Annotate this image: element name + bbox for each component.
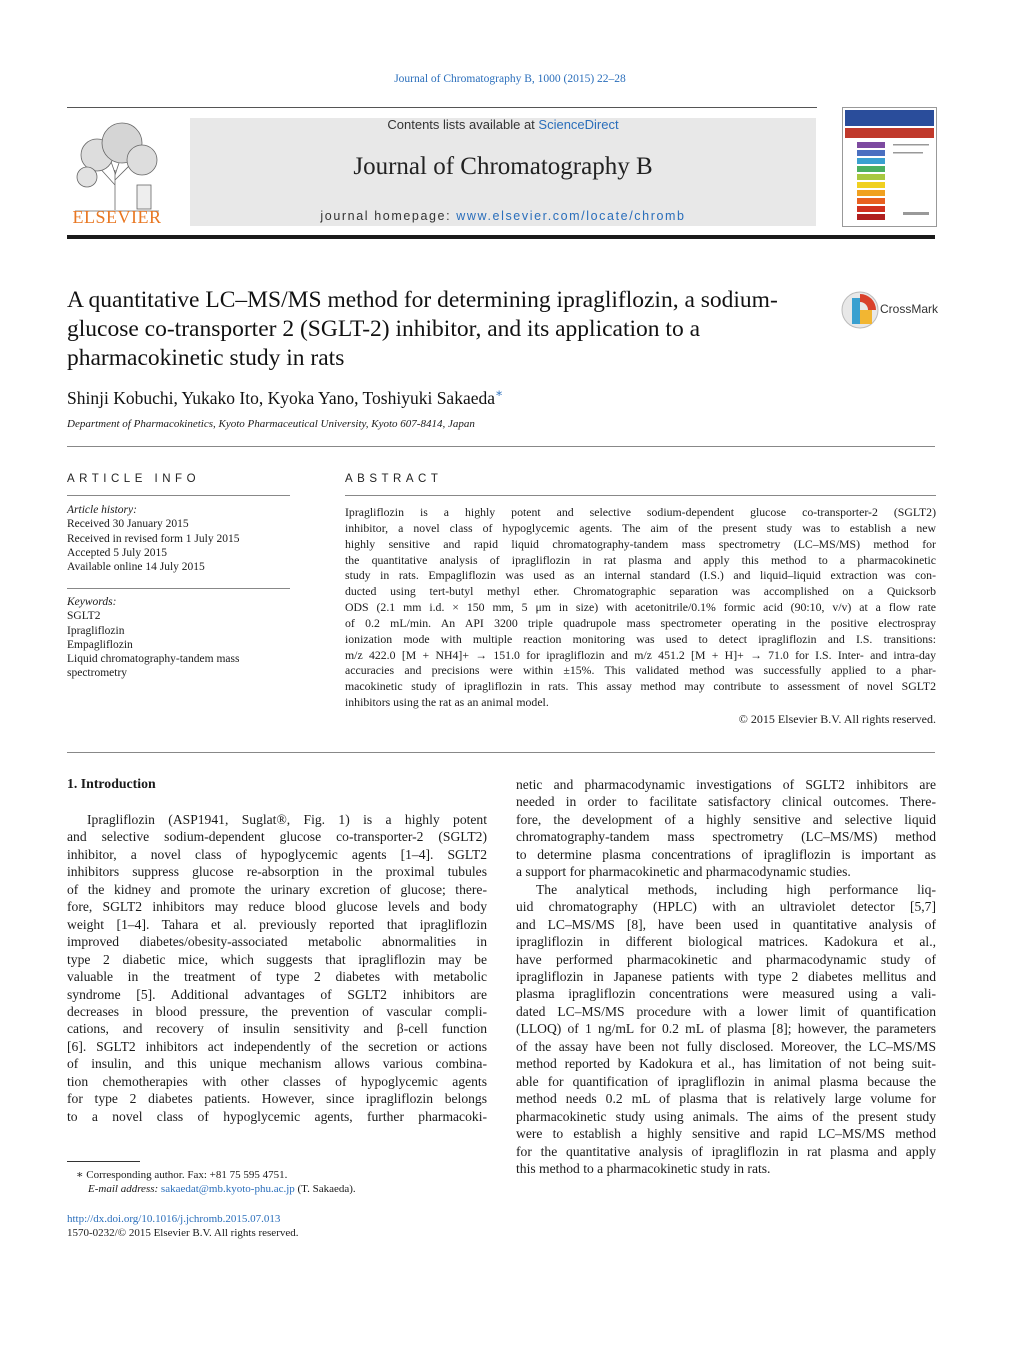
affiliation-rule: [67, 446, 935, 447]
text-line: Ipragliflozin (ASP1941, Suglat®, Fig. 1) is a highly potent: [87, 812, 487, 827]
corresponding-author-mark[interactable]: ∗: [495, 386, 504, 400]
text-line: to determine plasma concentrations of ipragliflozin is important as: [516, 846, 936, 862]
keyword-item: spectrometry: [67, 667, 128, 680]
text-line: decreases in blood pressure, the prevention of vascular compli-: [67, 1003, 487, 1019]
doi-link[interactable]: http://dx.doi.org/10.1016/j.jchromb.2015.07.013: [67, 1213, 281, 1225]
text-line: Ipragliflozin is a highly potent and selective sodium-dependent glucose co-transporter-2 (SGLT2): [345, 505, 936, 519]
text-line: of insulin, and this unique mechanism allows various combina-: [67, 1056, 487, 1072]
text-line: inhibitor, a novel class of hypoglycemic agents. The aim of the present study was to establish a new: [345, 520, 936, 535]
email-suffix: (T. Sakaeda).: [294, 1183, 356, 1195]
text-line: macokinetic study of ipragliflozin in rats. This assay method may contribute to assessment of novel SGLT2: [345, 679, 936, 694]
text-line: The analytical methods, including high performance liq-: [536, 881, 936, 897]
text-line: valuable in the treatment of type 2 diabetes with metabolic: [67, 969, 487, 985]
text-line: inhibitors suppress glucose re-absorption in the proximal tubules: [67, 864, 487, 880]
footnote-rule: [67, 1161, 140, 1162]
history-accepted: Accepted 5 July 2015: [67, 546, 167, 559]
cover-image: [843, 108, 936, 226]
text-line: for the quantitative analysis of ipragliflozin in rat plasma and apply: [516, 1143, 936, 1159]
text-line: m/z 422.0 [M + NH4]+ → 151.0 for ipragliflozin and m/z 451.2 [M + H]+ → 71.0 for I.S. Inter- and intra-day: [345, 647, 936, 662]
text-line: weight [1–4]. Tahara et al. previously reported that ipragliflozin: [67, 916, 487, 932]
author-affiliation: Department of Pharmacokinetics, Kyoto Pharmaceutical University, Kyoto 607-8414, Japan: [67, 418, 475, 430]
author-list: [67, 386, 503, 409]
keyword-item: Liquid chromatography-tandem mass: [67, 653, 240, 666]
text-line: were to establish a highly sensitive and rapid LC–MS/MS method: [516, 1126, 936, 1142]
text-line: of the kidney and promote the urinary excretion of glucose; there-: [67, 881, 487, 897]
text-line: plasma ipragliflozin concentrations were measured using a vali-: [516, 986, 936, 1002]
text-line: inhibitors using the rat as an animal model.: [345, 695, 549, 710]
keywords-label: Keywords:: [67, 596, 117, 608]
text-line: study in rats. Empagliflozin was used as an internal standard (I.S.) and liquid–liquid extraction was con-: [345, 568, 936, 583]
text-line: for type 2 diabetes patients. However, since ipragliflozin belongs: [67, 1091, 487, 1107]
keyword-item: Empagliflozin: [67, 638, 133, 651]
text-line: pharmacokinetic study using animals. The aims of the present study: [516, 1108, 936, 1124]
keyword-item: SGLT2: [67, 610, 101, 623]
text-line: netic and pharmacodynamic investigations of SGLT2 inhibitors are: [516, 777, 936, 792]
contents-label: Contents lists available at: [387, 117, 539, 132]
sciencedirect-link[interactable]: ScienceDirect: [538, 117, 619, 132]
text-line: dated LC–MS/MS procedure with a lower limit of quantification: [516, 1003, 936, 1019]
keyword-item: Ipragliflozin: [67, 624, 125, 637]
section-heading-introduction: 1. Introduction: [67, 776, 156, 791]
text-line: uid chromatography (HPLC) with an ultraviolet detector [5,7]: [516, 899, 936, 915]
text-line: method needs 0.2 mL of plasma that is relatively large volume for: [516, 1091, 936, 1107]
homepage-label: journal homepage:: [320, 209, 457, 223]
footnote-block: [76, 1168, 496, 1196]
crossmark-badge[interactable]: [840, 290, 940, 330]
contents-line: [190, 117, 816, 132]
text-line: method reported by Kadokura et al., has limitation of not being suit-: [516, 1056, 936, 1072]
text-line: ipragliflozin in Japanese patients with type 2 diabetes mellitus and: [516, 968, 936, 984]
text-line: fore, the development of a highly sensitive and selective liquid: [516, 811, 936, 827]
keywords-rule: [67, 588, 290, 589]
text-line: ODS (2.1 mm i.d. × 150 mm, 5 μm in size) with acetonitrile/0.1% formic acid (90:10, v/v) at a flow rate: [345, 600, 936, 615]
text-line: syndrome [5]. Additional advantages of SGLT2 inhibitors are: [67, 986, 487, 1002]
history-online: Available online 14 July 2015: [67, 561, 205, 574]
text-line: inhibitor, a novel class of hypoglycemic agents [1–4]. SGLT2: [67, 846, 487, 862]
corresponding-author-note: ∗ Corresponding author. Fax: +81 75 595 4751.: [76, 1169, 288, 1181]
doi-block: [67, 1212, 487, 1240]
journal-homepage: [190, 209, 816, 223]
text-line: ionization mode with multiple reaction monitoring was used to detect ipragliflozin and I.S. transitions:: [345, 631, 936, 646]
intro-left-column: [67, 811, 487, 1125]
abstract-rule: [345, 495, 936, 496]
text-line: fore, SGLT2 inhibitors may reduce blood glucose levels and body: [67, 899, 487, 915]
crossmark-icon: [840, 290, 880, 330]
abstract-copyright: © 2015 Elsevier B.V. All rights reserved.: [738, 712, 936, 726]
abstract-body: [345, 505, 936, 711]
article-info-rule: [67, 495, 290, 496]
elsevier-logo[interactable]: [67, 115, 167, 227]
masthead-bottom-rule: [67, 235, 935, 239]
homepage-link[interactable]: www.elsevier.com/locate/chromb: [456, 209, 686, 223]
text-line: cations, and recovery of insulin sensitivity and β-cell function: [67, 1021, 487, 1037]
history-received: Received 30 January 2015: [67, 518, 189, 531]
history-revised: Received in revised form 1 July 2015: [67, 532, 240, 545]
email-link[interactable]: sakaedat@mb.kyoto-phu.ac.jp: [160, 1183, 295, 1195]
journal-cover-thumbnail[interactable]: [842, 107, 937, 227]
text-line: a support for pharmacokinetic and pharmacodynamic studies.: [516, 864, 851, 880]
header-rule: [67, 107, 817, 108]
text-line: ducted using tert-butyl methyl ether. Chromatographic separation was accomplished on a Quicksorb: [345, 584, 936, 599]
text-line: chromatography-tandem mass spectrometry (LC–MS/MS) method: [516, 829, 936, 845]
text-line: of 0.2 mL/min. An API 3200 triple quadrupole mass spectrometer operating in the positive electrospray: [345, 615, 936, 630]
text-line: tion chemotherapies with other classes of hypoglycemic agents: [67, 1073, 487, 1089]
text-line: the quantitative analysis of ipragliflozin in rat plasma and apply this method to a pharmacokinetic: [345, 552, 936, 567]
text-line: (LLOQ) of 1 ng/mL for 0.2 mL of plasma [8]; however, the parameters: [516, 1021, 936, 1037]
text-line: [6]. SGLT2 inhibitors act independently of the secretion or actions: [67, 1038, 487, 1054]
article-info-heading: ARTICLE INFO: [67, 473, 201, 485]
text-line: of the assay have been not fully disclosed. Moreover, the LC–MS/MS: [516, 1038, 936, 1054]
history-label: Article history:: [67, 504, 137, 516]
crossmark-label: CrossMark: [880, 302, 939, 316]
text-line: able for quantification of ipragliflozin in animal plasma because the: [516, 1073, 936, 1089]
elsevier-wordmark: ELSEVIER: [72, 207, 162, 227]
text-line: to a novel class of hypoglycemic agents, further pharmacoki-: [67, 1108, 487, 1124]
intro-right-column: [516, 776, 936, 1177]
text-line: type 2 diabetic mice, which suggests that ipragliflozin may be: [67, 951, 487, 967]
article-history: [67, 503, 297, 574]
abstract-bottom-rule: [67, 752, 935, 753]
text-line: this method to a pharmacokinetic study in rats.: [516, 1160, 771, 1176]
text-line: accuracies and precisions were within ±15%. This validated method was successfully applied to a phar-: [345, 663, 936, 678]
abstract-heading: ABSTRACT: [345, 473, 443, 485]
text-line: ipragliflozin in different biological matrices. Kadokura et al.,: [516, 934, 936, 950]
text-line: needed in order to facilitate satisfactory clinical outcomes. There-: [516, 794, 936, 810]
article-title: A quantitative LC–MS/MS method for determining ipragliflozin, a sodium-glucose co-transporter 2 (SGLT-2) inhibitor, and its application to a pharmacokinetic study in rats: [67, 287, 778, 371]
email-label: E-mail address:: [88, 1183, 161, 1195]
text-line: and LC–MS/MS [8], have been used in quantitative analysis of: [516, 916, 936, 932]
issn-copyright: 1570-0232/© 2015 Elsevier B.V. All rights reserved.: [67, 1227, 299, 1239]
authors-names: Shinji Kobuchi, Yukako Ito, Kyoka Yano, Toshiyuki Sakaeda: [67, 387, 495, 408]
text-line: highly sensitive and rapid liquid chromatography-tandem mass spectrometry (LC–MS/MS) method for: [345, 536, 936, 551]
journal-reference[interactable]: Journal of Chromatography B, 1000 (2015) 22–28: [394, 73, 626, 85]
text-line: and selective sodium-dependent glucose co-transporter-2 (SGLT2): [67, 829, 487, 845]
text-line: have performed pharmacokinetic and pharmacodynamic study of: [516, 951, 936, 967]
journal-title: Journal of Chromatography B: [353, 153, 653, 180]
text-line: improved diabetes/obesity-associated metabolic abnormalities in: [67, 934, 487, 950]
keywords-block: [67, 595, 297, 681]
